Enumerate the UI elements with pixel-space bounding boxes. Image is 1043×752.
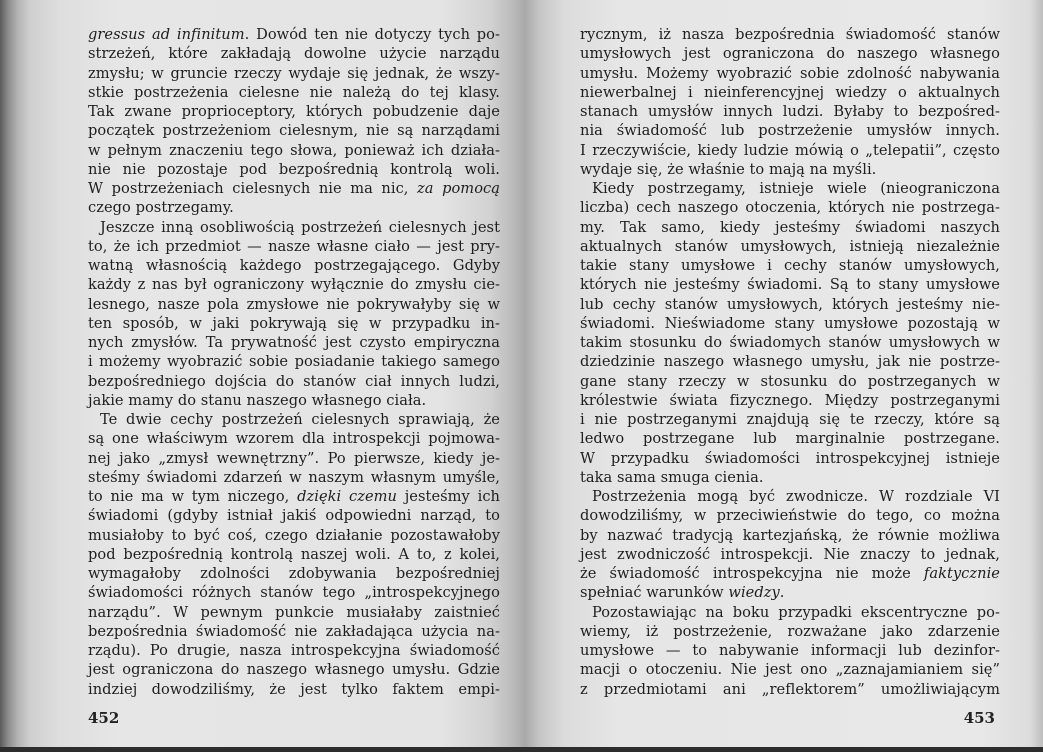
text-line: narządu”. W pewnym punkcie musiałaby zaistnieć xyxy=(88,603,500,621)
text-line: niewerbalnej i nieinferencyjnej wiedzy o aktualnych xyxy=(580,83,1000,101)
text-line: z przedmiotami ani „reflektorem” umożliwiającym xyxy=(580,680,1000,698)
text-line: macji o otoczeniu. Nie jest ono „zaznajamianiem się” xyxy=(580,661,1000,679)
text-line: umysłu. Możemy wyobrazić sobie zdolność nabywania xyxy=(580,64,1000,82)
text-line: pod bezpośrednią kontrolą naszej woli. A to, z kolei, xyxy=(88,545,500,563)
text-line: nia świadomość lub postrzeżenie umysłów innych. xyxy=(580,122,1000,140)
text-line: stanach umysłów innych ludzi. Byłaby to bezpośred- xyxy=(580,103,1000,120)
text-line: indziej dowodziliśmy, że jest tylko faktem empi- xyxy=(88,680,500,698)
left-page xyxy=(88,0,500,752)
right-page-text xyxy=(580,25,1000,699)
text-line: Kiedy postrzegamy, istnieje wiele (nieograniczona xyxy=(592,180,1000,197)
text-line: by nazwać tradycją kartezjańską, że równie możliwa xyxy=(580,526,1000,544)
text-line: dziedzinie naszego własnego umysłu, jak nie postrze- xyxy=(580,353,1000,371)
text-line: w pełnym znaczeniu tego słowa, ponieważ ich działa- xyxy=(88,141,500,159)
text-line: ten sposób, w jaki pokrywają się w przypadku in- xyxy=(88,314,500,332)
text-line: Jeszcze inną osobliwością postrzeżeń cielesnych jest xyxy=(100,218,500,236)
text-line: i możemy wyobrazić sobie posiadanie takiego samego xyxy=(88,353,500,371)
text-line: to, że ich przedmiot — nasze własne ciało — jest pry- xyxy=(88,237,500,255)
text-line: jakie mamy do stanu naszego własnego ciała. xyxy=(88,391,427,409)
text-line: wymagałoby zdolności zdobywania bezpośredniej xyxy=(88,565,500,582)
page-number-right: 453 xyxy=(963,709,995,727)
text-line: watną własnością każdego postrzegającego. Gdyby xyxy=(88,257,500,274)
text-line: gane stany rzeczy w stosunku do postrzeganych w xyxy=(580,372,1000,390)
right-page xyxy=(580,0,1000,752)
text-line: umysłowych jest ograniczona do naszego własnego xyxy=(580,45,1000,63)
text-line: rządu). Po drugie, nasza introspekcyjna świadomość xyxy=(88,642,500,659)
text-line: Tak zwane proprioceptory, których pobudzenie daje xyxy=(88,103,500,120)
text-line: spełniać warunków wiedzy. xyxy=(580,584,785,602)
text-line: nie nie pozostaje pod bezpośrednią kontrolą woli. xyxy=(88,160,500,178)
text-line: wiemy, iż postrzeżenie, rozważane jako zdarzenie xyxy=(580,622,1000,640)
text-line: musiałoby to być coś, czego działanie pozostawałoby xyxy=(88,526,500,544)
text-line: takim stosunku do świadomych stanów umysłowych w xyxy=(580,334,1000,351)
text-line: ledwo postrzegane lub marginalnie postrzegane. xyxy=(580,430,1000,448)
text-line: lesnego, nasze pola zmysłowe nie pokrywałyby się w xyxy=(88,295,500,313)
text-line: początek postrzeżeniom cielesnym, nie są narządami xyxy=(88,122,500,140)
text-line: I rzeczywiście, kiedy ludzie mówią o „telepatii”, często xyxy=(580,141,1000,159)
text-line: aktualnych stanów umysłowych, istnieją niezależnie xyxy=(580,237,1000,255)
text-line: bezpośrednia świadomość nie zakładająca użycia na- xyxy=(88,622,500,640)
text-line: steśmy świadomi zdarzeń w naszym własnym umyśle, xyxy=(88,468,500,486)
text-line: bezpośredniego dojścia do stanów ciał innych ludzi, xyxy=(88,372,500,390)
text-line: i nie postrzeganymi znajdują się te rzeczy, które są xyxy=(580,411,1000,428)
text-line: dowodziliśmy, w przeciwieństwie do tego, co można xyxy=(580,507,1000,525)
text-line: my. Tak samo, kiedy jesteśmy świadomi naszych xyxy=(580,218,1000,236)
text-line: gressus ad infinitum. Dowód ten nie dotyczy tych po- xyxy=(88,26,500,43)
text-line: nej jako „zmysł wewnętrzny”. Po pierwsze, kiedy je- xyxy=(88,449,500,467)
text-line: takie stany umysłowe i cechy stanów umysłowych, xyxy=(580,257,1000,274)
text-line: umysłowe — to nabywanie informacji lub dezinfor- xyxy=(580,642,1000,659)
text-line: W postrzeżeniach cielesnych nie ma nic, za pomocą xyxy=(88,180,501,197)
text-line: są one właściwym wzorem dla introspekcji pojmowa- xyxy=(88,430,500,448)
text-line: Pozostawiając na boku przypadki ekscentryczne po- xyxy=(592,603,1000,621)
text-line: świadomi (gdyby istniał jakiś odpowiedni narząd, to xyxy=(88,507,500,525)
text-line: Postrzeżenia mogą być zwodnicze. W rozdziale VI xyxy=(592,488,1000,505)
text-line: świadomi. Nieświadome stany umysłowe pozostają w xyxy=(580,314,1000,332)
text-line: taka sama smuga cienia. xyxy=(580,468,764,486)
text-line: nych zmysłów. Ta prywatność jest czysto empiryczna xyxy=(88,334,500,351)
page-number-left: 452 xyxy=(88,709,120,727)
left-page-text xyxy=(88,25,500,699)
text-line: każdy z nas był ograniczony wyłącznie do zmysłu cie- xyxy=(88,276,500,294)
text-line: czego postrzegamy. xyxy=(88,199,234,217)
text-line: rycznym, iż nasza bezpośrednia świadomość stanów xyxy=(580,26,1000,43)
text-line: stkie postrzeżenia cielesne nie należą do tej klasy. xyxy=(88,83,500,101)
text-line: Te dwie cechy postrzeżeń cielesnych sprawiają, że xyxy=(100,411,500,428)
text-line: strzeżeń, które zakładają dowolne użycie narządu xyxy=(88,45,500,63)
text-line: których nie jesteśmy świadomi. Są to stany umysłowe xyxy=(580,276,1000,294)
text-line: jest ograniczona do naszego własnego umysłu. Gdzie xyxy=(88,661,500,679)
text-line: zmysłu; w gruncie rzeczy wydaje się jednak, że wszy- xyxy=(88,64,500,82)
text-line: W przypadku świadomości introspekcyjnej istnieje xyxy=(580,449,1000,467)
text-line: wydaje się, że właśnie to mają na myśli. xyxy=(580,160,877,178)
text-line: świadomości różnych stanów tego „introspekcyjnego xyxy=(88,584,500,602)
text-line: lub cechy stanów umysłowych, których jesteśmy nie- xyxy=(580,295,1000,313)
text-line: liczba) cech naszego otoczenia, których nie postrzega- xyxy=(580,199,1000,217)
text-line: to nie ma w tym niczego, dzięki czemu jesteśmy ich xyxy=(88,488,500,505)
text-line: że świadomość introspekcyjna nie może faktycznie xyxy=(580,565,1000,582)
text-line: królestwie świata fizycznego. Między postrzeganymi xyxy=(580,391,1000,409)
text-line: jest zwodniczość introspekcji. Nie znaczy to jednak, xyxy=(580,545,1000,563)
